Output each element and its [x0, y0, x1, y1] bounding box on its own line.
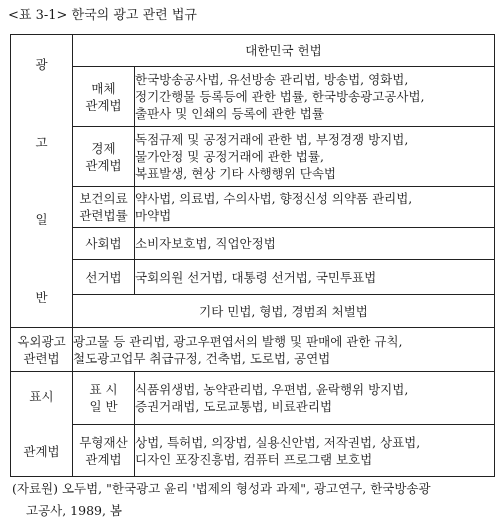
- table-row: [11, 328, 495, 372]
- health-laws: 약사법, 의료법, 수의사법, 향정신성 의약품 관리법, 마약법: [135, 187, 495, 228]
- table-row: [11, 228, 495, 260]
- social-label: 사회법: [73, 228, 135, 260]
- table-row: [11, 372, 495, 425]
- economy-laws: 독점규제 및 공정거래에 관한 법, 부정경쟁 방지법, 물가안정 및 공정거래에 관한 법률, 복표발생, 현상 기타 사행행위 단속법: [135, 127, 495, 187]
- display-label: 표시 관계법: [11, 372, 73, 477]
- general-laws: 식품위생법, 농약관리법, 우편법, 윤락행위 방지법, 증권거래법, 도로교통법, 비료관리법: [135, 372, 495, 425]
- category-char: 광: [35, 57, 48, 72]
- election-label: 선거법: [73, 260, 135, 295]
- election-laws: 국회의원 선거법, 대통령 선거법, 국민투표법: [135, 260, 495, 295]
- table-caption: <표 3-1> 한국의 광고 관련 법규: [8, 8, 197, 23]
- social-laws: 소비자보호법, 직업안정법: [135, 228, 495, 260]
- category-ad-general: [11, 35, 73, 328]
- table-row: [11, 260, 495, 295]
- intangible-label: 무형재산 관계법: [73, 425, 135, 477]
- category-char: 일: [35, 212, 48, 228]
- media-laws: 한국방송공사법, 유선방송 관리법, 방송법, 영화법, 정기간행물 등록등에 관한 법률, 한국방송광고공사법, 출판사 및 인쇄의 등록에 관한 법률: [135, 67, 495, 127]
- media-label: 매체 관계법: [73, 67, 135, 127]
- intangible-laws: 상법, 특허법, 의장법, 실용신안법, 저작권법, 상표법, 디자인 포장진흥법, 컴퓨터 프로그램 보호법: [135, 425, 495, 477]
- other-laws: 기타 민법, 형법, 경범죄 처벌법: [73, 295, 495, 328]
- outdoor-laws: 광고물 등 관리법, 광고우편엽서의 발행 및 판매에 관한 규칙, 철도광고업무 취급규정, 건축법, 도로법, 공연법: [73, 328, 495, 372]
- table-row: [11, 67, 495, 127]
- constitution-cell: 대한민국 헌법: [73, 35, 495, 67]
- general-label: 표 시 일 반: [73, 372, 135, 425]
- category-char: 반: [35, 289, 48, 305]
- health-label: 보건의료 관련법률: [73, 187, 135, 228]
- source-note-line: 고공사, 1989, 봄: [26, 503, 123, 518]
- category-char: 고: [35, 134, 48, 150]
- source-note-line: (자료원) 오두범, "한국광고 윤리 '법제의 형성과 과제", 광고연구, 한국방송광: [12, 481, 431, 496]
- source-note: [12, 478, 496, 522]
- outdoor-label: 옥외광고 관련법: [11, 328, 73, 372]
- table-row: [11, 127, 495, 187]
- table-row: [11, 35, 495, 67]
- ad-law-table: [10, 34, 495, 477]
- table-row: [11, 425, 495, 477]
- table-row: [11, 187, 495, 228]
- table-row: [11, 295, 495, 328]
- economy-label: 경제 관계법: [73, 127, 135, 187]
